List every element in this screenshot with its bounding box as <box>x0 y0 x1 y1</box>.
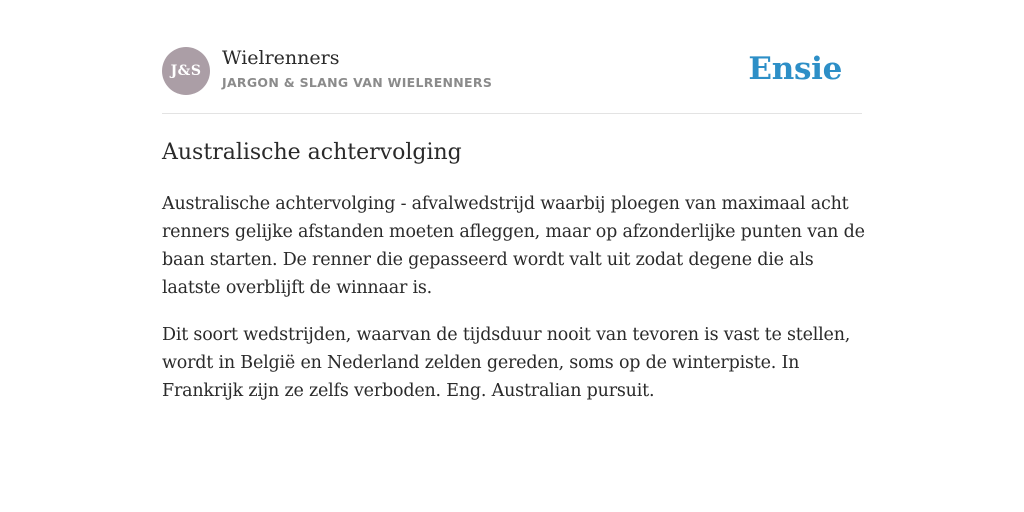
definition-paragraph: Australische achtervolging - afvalwedstrijd waarbij ploegen van maximaal acht renners gelijke afstanden moeten afleggen, maar op afzonderlijke punten van de baan starten. De renner die gepasseerd wordt valt uit zodat degene die als laatste overblijft de winnaar is. <box>162 194 865 298</box>
page <box>162 0 865 401</box>
avatar[interactable]: J&S <box>162 47 210 95</box>
page-title: Australische achtervolging <box>162 140 462 165</box>
site-subtitle: JARGON & SLANG VAN WIELRENNERS <box>222 75 493 90</box>
header <box>162 0 862 114</box>
definition-body <box>162 190 866 424</box>
definition-paragraph: Dit soort wedstrijden, waarvan de tijdsduur nooit van tevoren is vast te stellen, wordt in België en Nederland zelden gereden, soms op de winterpiste. In Frankrijk zijn ze zelfs verboden. Eng. Australian pursuit. <box>162 325 851 401</box>
site-name[interactable]: Wielrenners <box>222 47 340 69</box>
brand-logo[interactable]: Ensie <box>748 51 842 87</box>
